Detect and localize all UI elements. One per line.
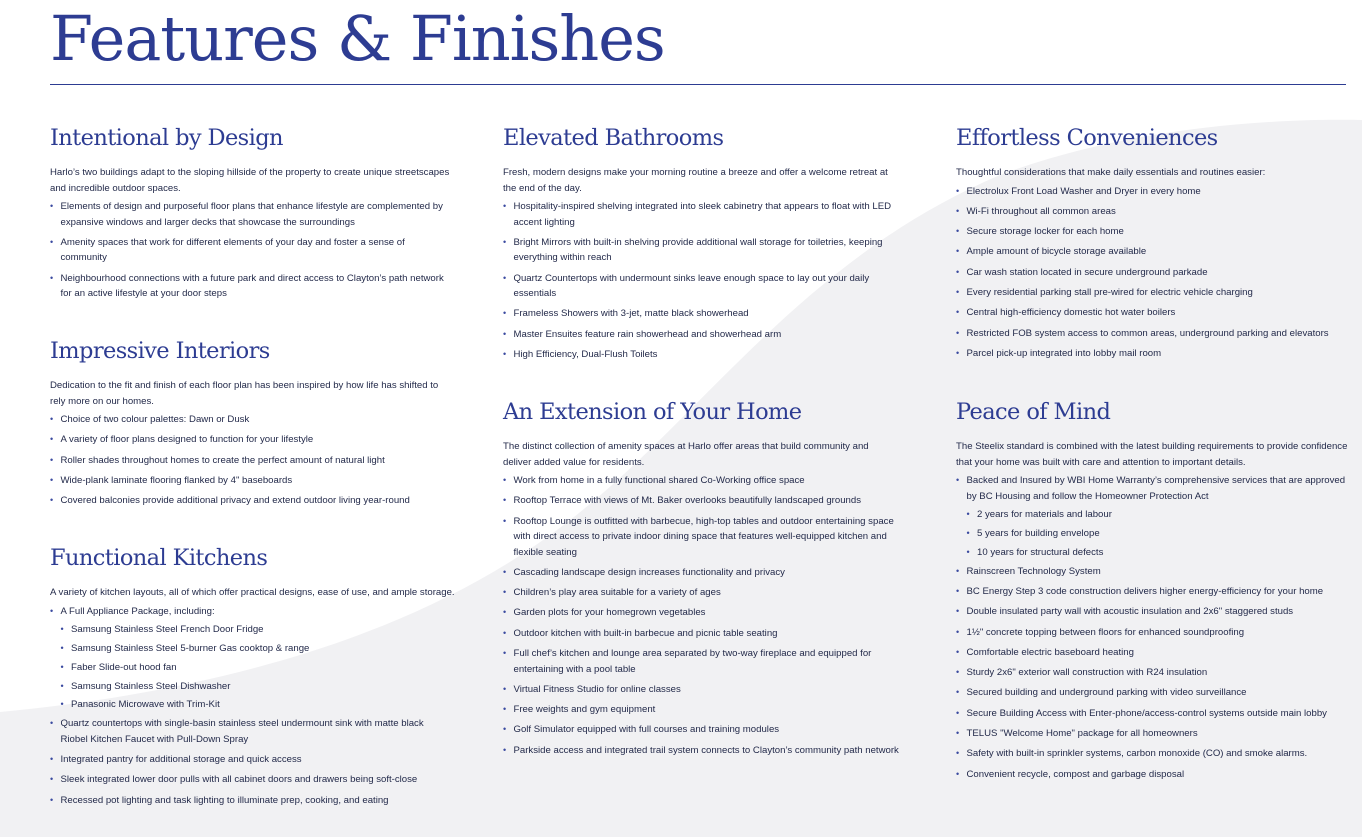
- list-item: • Sturdy 2x6" exterior wall construction with R24 insulation: [956, 665, 1352, 681]
- section-heading: An Extension of Your Home: [503, 399, 802, 425]
- section-intro: The distinct collection of amenity spaces at Harlo offer areas that build community and deliver added value for residents.: [503, 441, 869, 468]
- list-item: • BC Energy Step 3 code construction delivers higher energy-efficiency for your home: [956, 584, 1352, 600]
- list-item-warranty: • Backed and Insured by WBI Home Warranty’s comprehensive services that are approved by BC Housing and follow the Homeowner Protection Act: [956, 473, 1352, 504]
- list-item: • TELUS "Welcome Home" package for all homeowners: [956, 726, 1352, 742]
- section-heading: Functional Kitchens: [50, 545, 268, 571]
- sub-list-item: • Samsung Stainless Steel Dishwasher: [61, 679, 451, 695]
- list-item: • Sleek integrated lower door pulls with all cabinet doors and drawers being soft-close: [50, 772, 450, 788]
- list-item: • Quartz countertops with single-basin stainless steel undermount sink with matte black Riobel Kitchen Faucet with Pull-Down Spray: [50, 716, 450, 747]
- list-item: • Every residential parking stall pre-wired for electric vehicle charging: [956, 285, 1352, 301]
- list-item: • A variety of floor plans designed to function for your lifestyle: [50, 432, 450, 448]
- list-item: • Rainscreen Technology System: [956, 564, 1352, 580]
- sub-list-item: • Faber Slide-out hood fan: [61, 660, 451, 676]
- list-item: • Cascading landscape design increases functionality and privacy: [503, 565, 898, 581]
- list-item: • Master Ensuites feature rain showerhead and showerhead arm: [503, 327, 898, 343]
- section-effortless-conveniences: [956, 121, 1352, 366]
- sub-list-item: • Panasonic Microwave with Trim-Kit: [61, 697, 451, 713]
- list-item: • Car wash station located in secure underground parkade: [956, 265, 1352, 281]
- section-intro: Thoughtful considerations that make daily essentials and routines easier:: [956, 167, 1266, 178]
- section-functional-kitchens: [50, 541, 455, 813]
- list-item: • Parkside access and integrated trail system connects to Clayton’s community path network: [503, 743, 898, 759]
- list-item: • Amenity spaces that work for different elements of your day and foster a sense of community: [50, 235, 450, 266]
- list-item: • Quartz Countertops with undermount sinks leave enough space to lay out your daily essentials: [503, 271, 898, 302]
- section-heading: Peace of Mind: [956, 399, 1111, 425]
- list-item: • Children’s play area suitable for a variety of ages: [503, 585, 898, 601]
- feature-list: [956, 473, 1352, 782]
- list-item: • Full chef’s kitchen and lounge area separated by two-way fireplace and equipped for entertaining with a pool table: [503, 646, 898, 677]
- list-item: • 1½" concrete topping between floors for enhanced soundproofing: [956, 625, 1352, 641]
- list-item: • Double insulated party wall with acoustic insulation and 2x6" staggered studs: [956, 604, 1352, 620]
- list-item: • Ample amount of bicycle storage available: [956, 244, 1352, 260]
- list-item: • Choice of two colour palettes: Dawn or Dusk: [50, 412, 450, 428]
- section-intro: Dedication to the fit and finish of each floor plan has been inspired by how life has shifted to rely more on our homes.: [50, 380, 439, 407]
- section-intentional-by-design: [50, 121, 450, 306]
- list-item: • Rooftop Lounge is outfitted with barbecue, high-top tables and outdoor entertaining space with direct access to private indoor dining space that features well-equipped kitchen and flexible seating: [503, 514, 898, 561]
- list-item: • Frameless Showers with 3-jet, matte black showerhead: [503, 306, 898, 322]
- list-item: • Free weights and gym equipment: [503, 702, 898, 718]
- list-item: • Secured building and underground parking with video surveillance: [956, 685, 1352, 701]
- list-item: • Elements of design and purposeful floor plans that enhance lifestyle are complemented by expansive windows and larger decks that showcase the surroundings: [50, 199, 450, 230]
- list-item: • Virtual Fitness Studio for online classes: [503, 682, 898, 698]
- feature-list: [503, 199, 898, 362]
- feature-list: [50, 604, 450, 809]
- list-item: • Electrolux Front Load Washer and Dryer in every home: [956, 184, 1352, 200]
- list-item: • Restricted FOB system access to common areas, underground parking and elevators: [956, 326, 1352, 342]
- page-title: Features & Finishes: [50, 2, 665, 75]
- list-item: • Wide-plank laminate flooring flanked by 4" baseboards: [50, 473, 450, 489]
- section-heading: Impressive Interiors: [50, 338, 270, 364]
- list-item: • Work from home in a fully functional shared Co-Working office space: [503, 473, 898, 489]
- sub-list-item: • 10 years for structural defects: [967, 545, 1353, 561]
- list-item: • Rooftop Terrace with views of Mt. Baker overlooks beautifully landscaped grounds: [503, 493, 898, 509]
- list-item-appliance-package: • A Full Appliance Package, including:: [50, 604, 450, 620]
- sub-list-item: • 2 years for materials and labour: [967, 507, 1353, 523]
- list-item: • Secure storage locker for each home: [956, 224, 1352, 240]
- list-item: • Convenient recycle, compost and garbage disposal: [956, 767, 1352, 783]
- feature-list: [50, 199, 450, 302]
- list-item: • High Efficiency, Dual-Flush Toilets: [503, 347, 898, 363]
- list-item: • Neighbourhood connections with a future park and direct access to Clayton’s path network for an active lifestyle at your door steps: [50, 271, 450, 302]
- feature-list: [956, 184, 1352, 362]
- section-intro: Fresh, modern designs make your morning routine a breeze and offer a welcome retreat at the end of the day.: [503, 167, 888, 194]
- list-item: • Wi-Fi throughout all common areas: [956, 204, 1352, 220]
- section-heading: Effortless Conveniences: [956, 125, 1218, 151]
- section-elevated-bathrooms: [503, 121, 898, 367]
- section-heading: Elevated Bathrooms: [503, 125, 724, 151]
- section-impressive-interiors: [50, 334, 450, 513]
- section-intro: Harlo’s two buildings adapt to the sloping hillside of the property to create unique streetscapes and incredible outdoor spaces.: [50, 167, 450, 194]
- section-intro: The Steelix standard is combined with the latest building requirements to provide confidence that your home was built with care and attention to important details.: [956, 441, 1348, 468]
- title-divider: [50, 84, 1346, 85]
- list-item: • Integrated pantry for additional storage and quick access: [50, 752, 450, 768]
- section-intro: A variety of kitchen layouts, all of which offer practical designs, ease of use, and ample storage.: [50, 587, 455, 598]
- section-peace-of-mind: [956, 395, 1352, 787]
- list-item: • Central high-efficiency domestic hot water boilers: [956, 305, 1352, 321]
- list-item: • Bright Mirrors with built-in shelving provide additional wall storage for toiletries, keeping everything within reach: [503, 235, 898, 266]
- list-item: • Comfortable electric baseboard heating: [956, 645, 1352, 661]
- list-item: • Roller shades throughout homes to create the perfect amount of natural light: [50, 453, 450, 469]
- list-item: • Covered balconies provide additional privacy and extend outdoor living year-round: [50, 493, 450, 509]
- section-extension-of-your-home: [503, 395, 898, 763]
- list-item: • Safety with built-in sprinkler systems, carbon monoxide (CO) and smoke alarms.: [956, 746, 1352, 762]
- sub-list-item: • Samsung Stainless Steel 5-burner Gas cooktop & range: [61, 641, 451, 657]
- list-item: • Secure Building Access with Enter-phone/access-control systems outside main lobby: [956, 706, 1352, 722]
- list-item: • Garden plots for your homegrown vegetables: [503, 605, 898, 621]
- list-item: • Hospitality-inspired shelving integrated into sleek cabinetry that appears to float with LED accent lighting: [503, 199, 898, 230]
- section-heading: Intentional by Design: [50, 125, 283, 151]
- list-item: • Outdoor kitchen with built-in barbecue and picnic table seating: [503, 626, 898, 642]
- feature-list: [503, 473, 898, 758]
- feature-list: [50, 412, 450, 509]
- list-item: • Recessed pot lighting and task lighting to illuminate prep, cooking, and eating: [50, 793, 450, 809]
- list-item: • Golf Simulator equipped with full courses and training modules: [503, 722, 898, 738]
- sub-list-item: • Samsung Stainless Steel French Door Fridge: [61, 622, 451, 638]
- sub-list-item: • 5 years for building envelope: [967, 526, 1353, 542]
- list-item: • Parcel pick-up integrated into lobby mail room: [956, 346, 1352, 362]
